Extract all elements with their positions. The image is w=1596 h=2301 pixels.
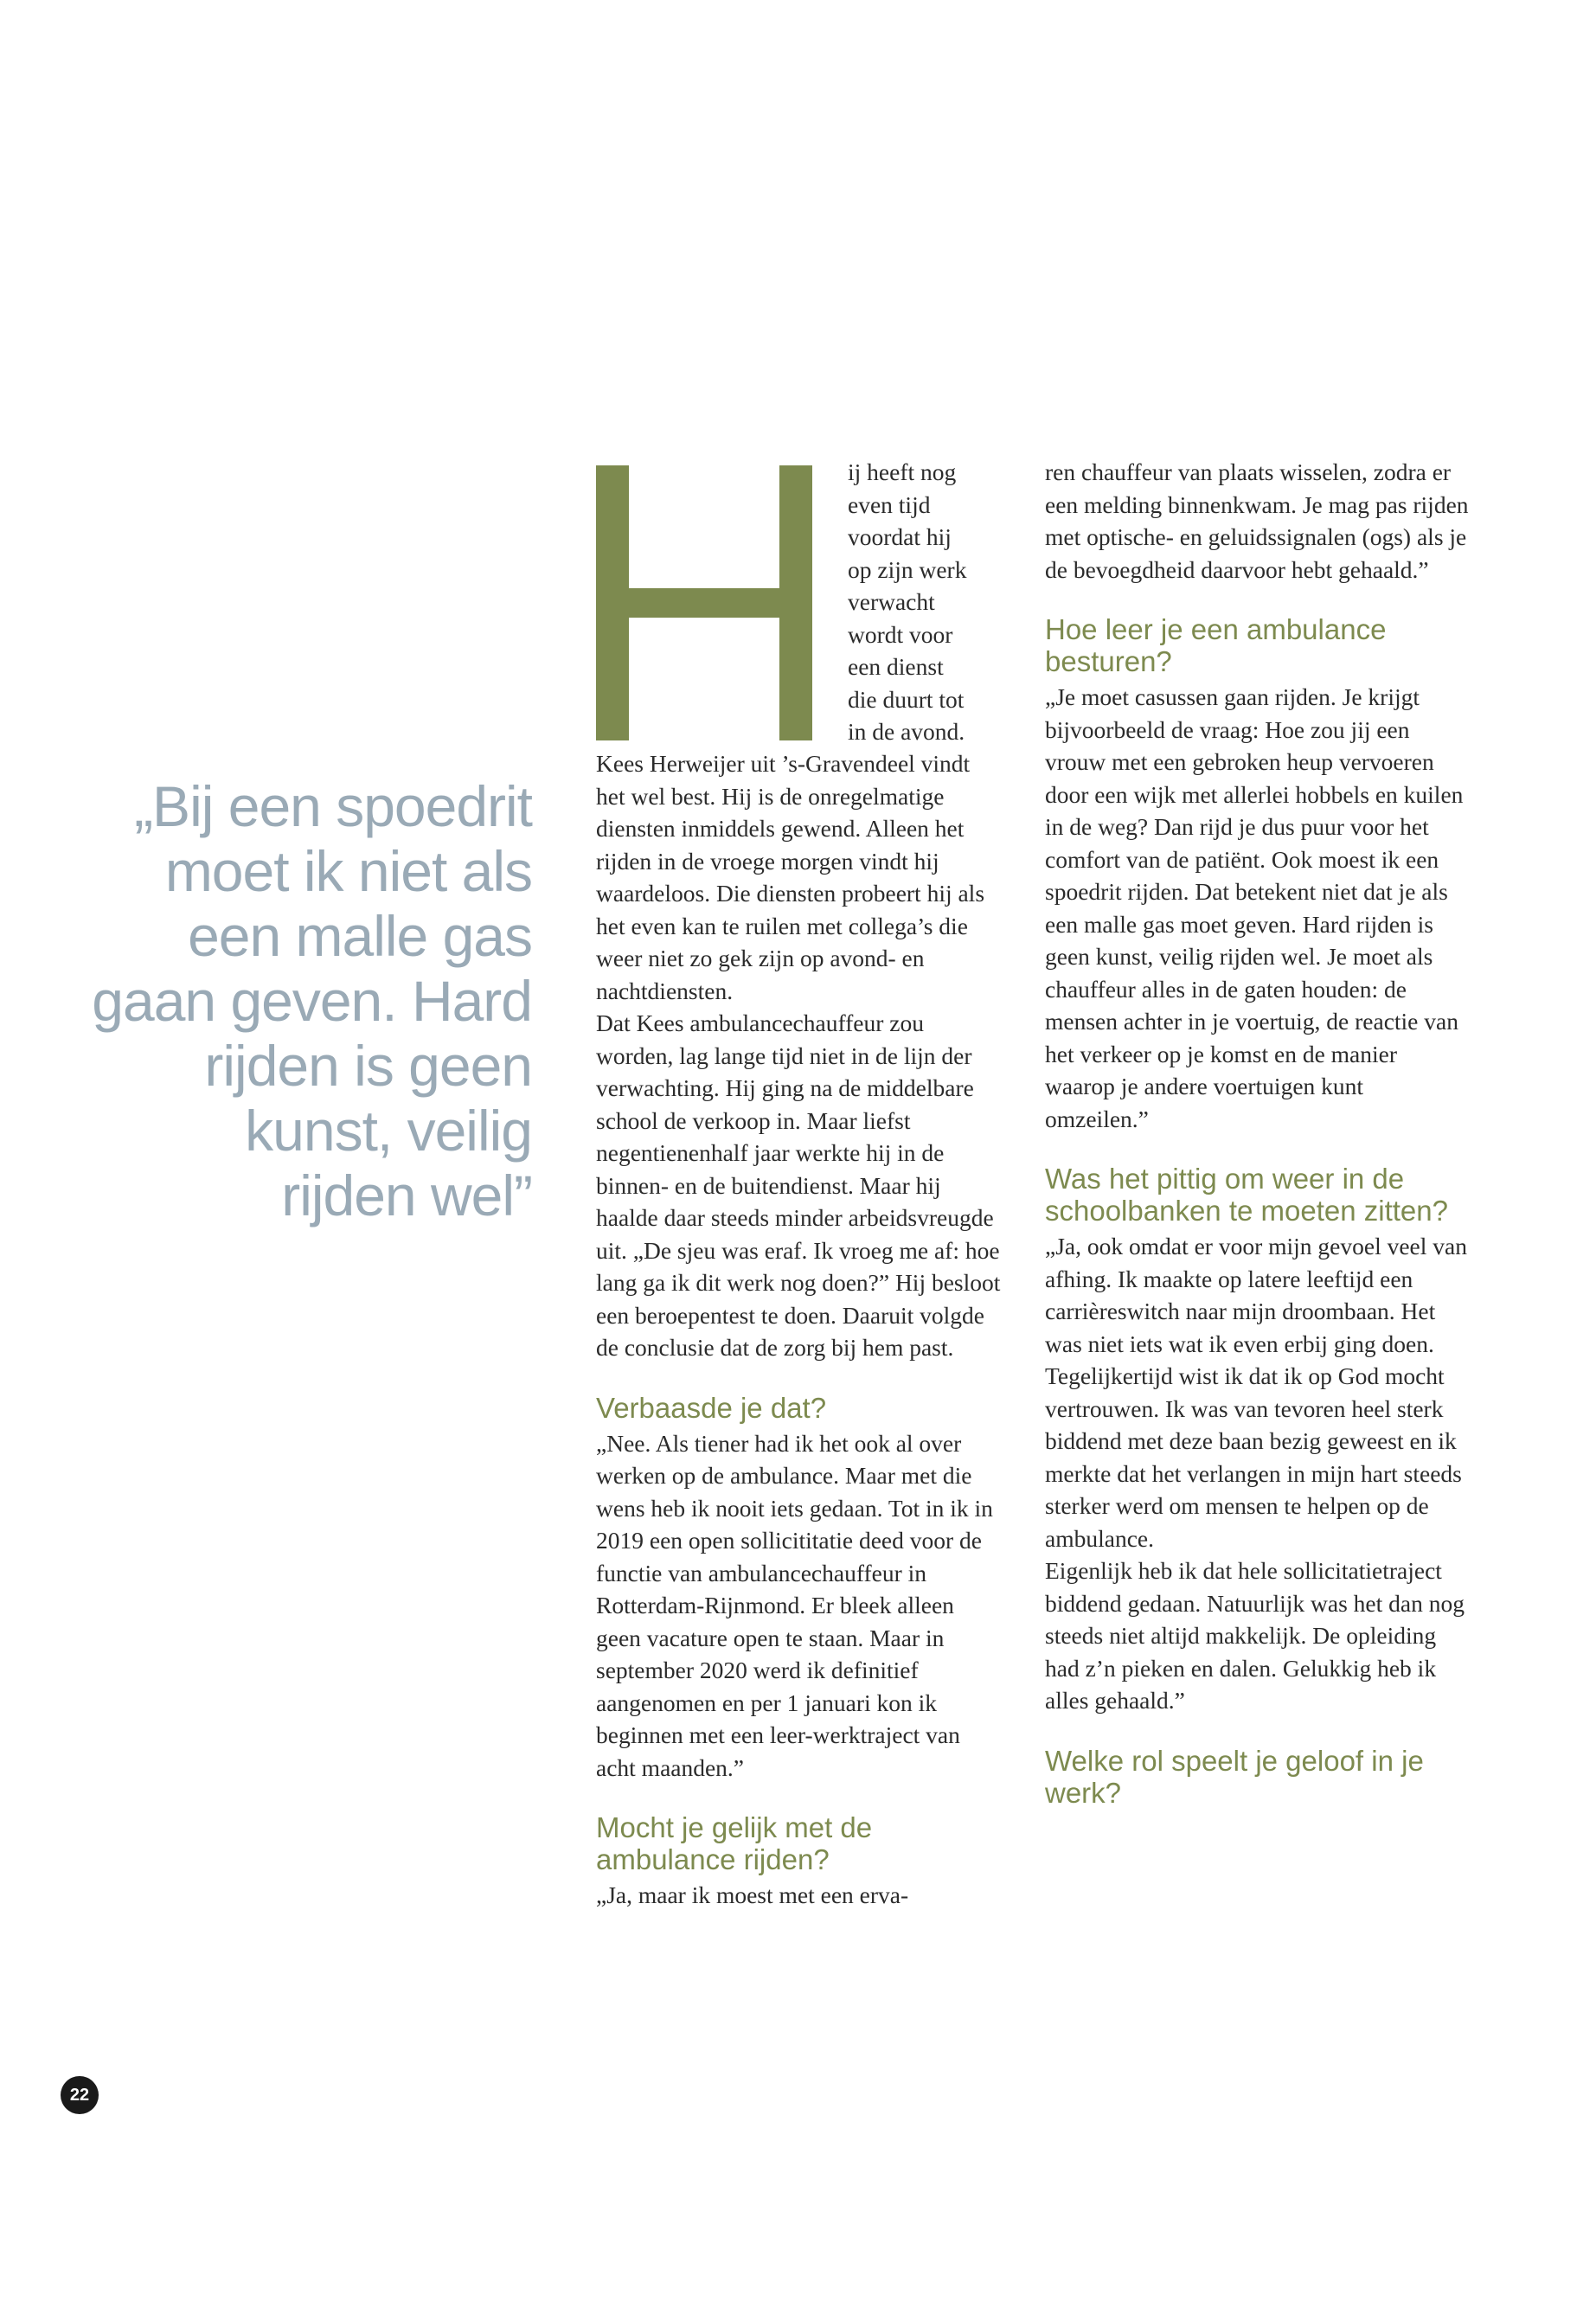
intro-line: op zijn werk xyxy=(848,555,967,583)
intro-line: ij heeft nog xyxy=(848,458,957,485)
intro-line: in de avond. xyxy=(848,718,965,745)
pull-quote-line: een malle gas xyxy=(188,904,532,968)
pull-quote-line: rijden wel” xyxy=(281,1163,532,1227)
pull-quote-line: „Bij een spoedrit xyxy=(134,774,532,838)
pull-quote-line: rijden is geen xyxy=(204,1034,532,1098)
pull-quote-line: moet ik niet als xyxy=(164,839,532,903)
question-heading: Welke rol speelt je geloof in je werk? xyxy=(1045,1744,1424,1809)
intro-line: verwacht xyxy=(848,588,935,615)
answer-paragraph: „Ja, ook omdat er voor mijn gevoel veel van afhing. Ik maakte op latere leeftijd een carrièreswitch naar mijn droombaan. Het was niet iets wat ik even erbij ging doen. xyxy=(1045,1233,1467,1357)
drop-cap-letter: H xyxy=(704,612,705,613)
question-heading: Was het pittig om weer in de schoolbanken te moeten zitten? xyxy=(1045,1163,1448,1227)
answer-paragraph: „Ja, maar ik moest met een erva- xyxy=(596,1881,909,1908)
body-paragraph: Dat Kees ambulancechauffeur zou worden, lag lange tijd niet in de lijn der verwachting. Hij ging na de middelbare school de verkoop in. Maar liefst negentienenhalf jaar werkte hij in de binnen- en de buitendienst. Maar hij haalde daar steeds minder arbeidsvreugde uit. „De sjeu was eraf. Ik vroeg me af: hoe lang ga ik dit werk nog doen?” Hij besloot een beroepentest te doen. Daaruit volgde de conclusie dat de zorg bij hem past. xyxy=(596,1009,1001,1361)
question-heading: Mocht je gelijk met de ambulance rijden? xyxy=(596,1811,873,1875)
intro-line: een dienst xyxy=(848,653,944,680)
intro-line: wordt voor xyxy=(848,620,953,648)
article-column-2 xyxy=(1045,456,1469,1812)
intro-line: die duurt tot xyxy=(848,685,965,713)
intro-line: even tijd xyxy=(848,490,931,518)
page-number: 22 xyxy=(61,2076,99,2114)
answer-paragraph: Eigenlijk heb ik dat hele sollicitatietraject biddend gedaan. Natuurlijk was het dan nog steeds niet altijd makkelijk. De opleiding had z’n pieken en dalen. Gelukkig heb ik alles gehaald.” xyxy=(1045,1557,1465,1714)
question-heading: Verbaasde je dat? xyxy=(596,1391,827,1424)
answer-paragraph: ren chauffeur van plaats wisselen, zodra er een melding binnenkwam. Je mag pas rijden met optische- en geluidssignalen (ogs) als je de bevoegdheid daarvoor hebt gehaald.” xyxy=(1045,458,1469,583)
intro-line: voordat hij xyxy=(848,523,952,550)
pull-quote xyxy=(87,774,532,1228)
answer-paragraph: „Nee. Als tiener had ik het ook al over werken op de ambulance. Maar met die wens heb ik nooit iets gedaan. Tot in ik in 2019 een open sollicititatie deed voor de functie van ambulancechauffeur in Rotterdam-Rijnmond. Er bleek alleen geen vacature open te staan. Maar in september 2020 werd ik definitief aangenomen en per 1 januari kon ik beginnen met een leer-werktraject van acht maanden.” xyxy=(596,1429,993,1781)
body-paragraph: Kees Herweijer uit ’s-Gravendeel vindt het wel best. Hij is de onregelmatige diensten inmiddels gewend. Alleen het rijden in de vroege morgen vindt hij waardeloos. Die diensten probeert hij als het even kan te ruilen met collega’s die weer niet zo gek zijn op avond- en nachtdiensten. xyxy=(596,750,985,1004)
answer-paragraph: Tegelijkertijd wist ik dat ik op God mocht vertrouwen. Ik was van tevoren heel sterk biddend met deze baan bezig geweest en ik merkte dat het verlangen in mijn hart steeds sterker werd om mensen te helpen op de ambulance. xyxy=(1045,1362,1462,1552)
answer-paragraph: „Je moet casussen gaan rijden. Je krijgt bijvoorbeeld de vraag: Hoe zou jij een vrouw met een gebroken heup vervoeren door een wijk met allerlei hobbels en kuilen in de weg? Dan rijd je dus puur voor het comfort van de patiënt. Ook moest ik een spoedrit rijden. Dat betekent niet dat je als een malle gas moet geven. Hard rijden is geen kunst, veilig rijden wel. Je moet als chauffeur alles in de gaten houden: de mensen achter in je voertuig, de reactie van het verkeer op je komst en de manier waarop je andere voertuigen kunt omzeilen.” xyxy=(1045,683,1464,1132)
question-heading: Hoe leer je een ambulance besturen? xyxy=(1045,613,1387,677)
article-column-1 xyxy=(596,456,1003,1912)
pull-quote-line: gaan geven. Hard xyxy=(92,969,532,1033)
pull-quote-line: kunst, veilig xyxy=(245,1099,532,1163)
